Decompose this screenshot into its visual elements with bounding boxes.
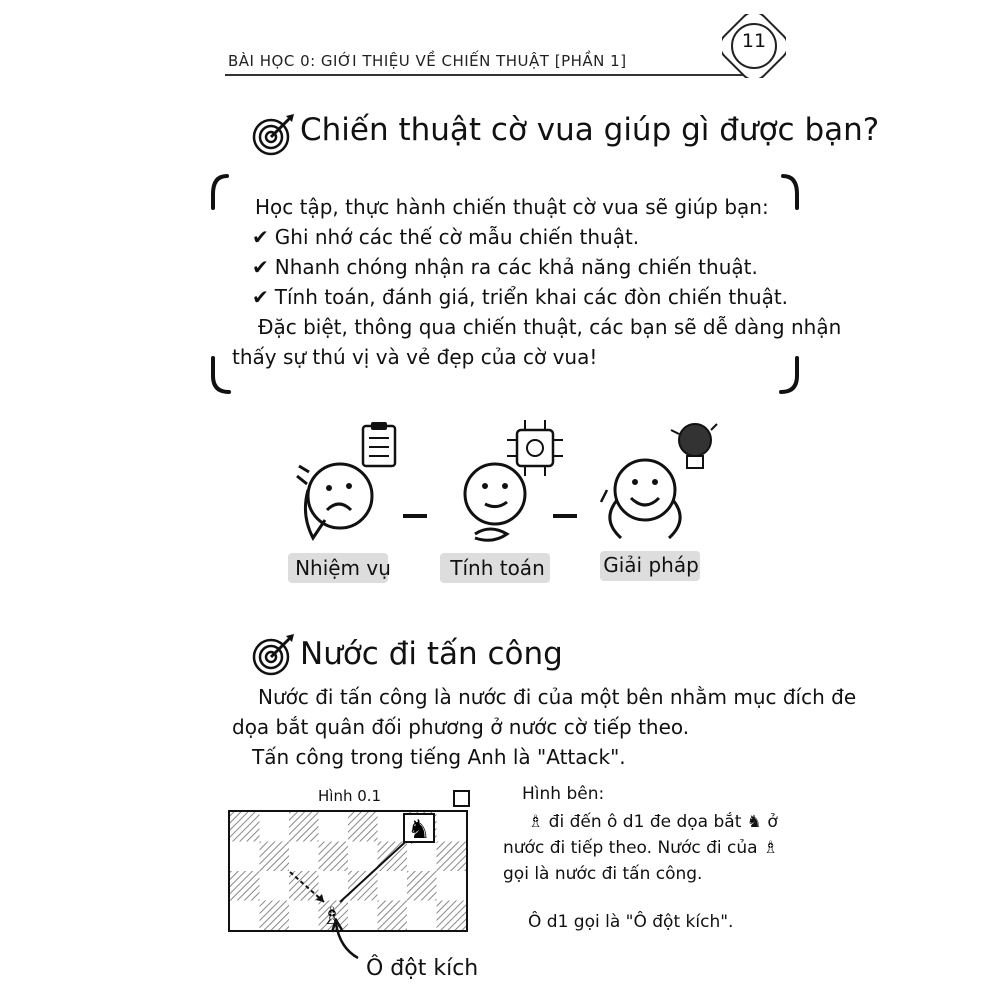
checkmark-icon: ✔ <box>252 285 269 309</box>
side-text: đi đến ô d1 đe dọa bắt <box>548 812 742 832</box>
side-title: Hình bên: <box>522 784 605 804</box>
dark-square <box>319 842 349 872</box>
dark-square <box>260 842 290 872</box>
step-label-task: Nhiệm vụ <box>295 556 391 580</box>
closing-text: thấy sự thú vị và vẻ đẹp của cờ vua! <box>232 345 598 369</box>
dark-square <box>260 901 290 931</box>
side-text: gọi là nước đi tấn công. <box>503 864 703 884</box>
target-icon <box>250 632 296 678</box>
dark-square <box>289 871 319 901</box>
knight-icon: ♞ <box>746 812 763 832</box>
process-illustration <box>285 410 725 560</box>
sad-face-icon <box>297 464 372 538</box>
checkmark-icon: ✔ <box>252 225 269 249</box>
chessboard <box>228 810 468 932</box>
running-header: BÀI HỌC 0: GIỚI THIỆU VỀ CHIẾN THUẬT [PHẦN 1] <box>228 52 627 70</box>
paragraph: Nước đi tấn công là nước đi của một bên nhằm mục đích đe <box>258 685 857 709</box>
bishop-icon: ♗ <box>762 838 779 858</box>
page-number: 11 <box>741 30 767 52</box>
step-label-solution: Giải pháp <box>603 553 699 577</box>
bishop-icon: ♗ <box>321 902 343 930</box>
paragraph: Tấn công trong tiếng Anh là "Attack". <box>252 745 626 769</box>
dark-square <box>348 812 378 842</box>
side-line <box>528 812 778 832</box>
figure-caption: Hình 0.1 <box>318 787 382 805</box>
checklist-item <box>252 252 758 282</box>
intro-text: Học tập, thực hành chiến thuật cờ vua sẽ giúp bạn: <box>255 195 769 219</box>
knight-icon: ♞ <box>407 815 431 845</box>
dark-square <box>407 871 437 901</box>
checkmark-icon: ✔ <box>252 255 269 279</box>
processor-icon <box>507 420 563 476</box>
pointer-arrow <box>330 918 370 962</box>
step-label-calculation: Tính toán <box>450 556 545 580</box>
side-text: ở <box>767 812 778 832</box>
section-title: Chiến thuật cờ vua giúp gì được bạn? <box>300 112 880 148</box>
checklist-text: Tính toán, đánh giá, triển khai các đòn chiến thuật. <box>274 285 789 309</box>
dark-square <box>348 871 378 901</box>
clipboard-icon <box>363 422 395 466</box>
lightbulb-icon <box>671 424 717 468</box>
checklist-text: Ghi nhớ các thế cờ mẫu chiến thuật. <box>274 225 640 249</box>
target-icon <box>250 112 296 158</box>
paragraph: dọa bắt quân đối phương ở nước cờ tiếp theo. <box>232 715 690 739</box>
bishop-icon: ♗ <box>528 812 544 832</box>
dark-square <box>378 842 408 872</box>
side-line <box>503 838 778 858</box>
checkbox-square <box>453 790 470 807</box>
closing-text: Đặc biệt, thông qua chiến thuật, các bạn sẽ dễ dàng nhận <box>258 315 842 339</box>
dark-square <box>437 842 467 872</box>
dark-square <box>437 901 467 931</box>
checklist-item <box>252 282 788 312</box>
section-title: Nước đi tấn công <box>300 636 563 672</box>
side-text: nước đi tiếp theo. Nước đi của <box>503 838 758 858</box>
happy-face-icon <box>601 460 680 538</box>
pointer-label: Ô đột kích <box>366 956 479 981</box>
checklist-text: Nhanh chóng nhận ra các khả năng chiến thuật. <box>274 255 758 279</box>
side-text: Ô d1 gọi là "Ô đột kích". <box>528 912 734 932</box>
checklist-item <box>252 222 639 252</box>
dark-square <box>289 812 319 842</box>
dark-square <box>378 901 408 931</box>
dark-square <box>230 812 260 842</box>
thinking-face-icon <box>465 464 525 540</box>
header-rule <box>225 74 765 76</box>
dark-square <box>230 871 260 901</box>
